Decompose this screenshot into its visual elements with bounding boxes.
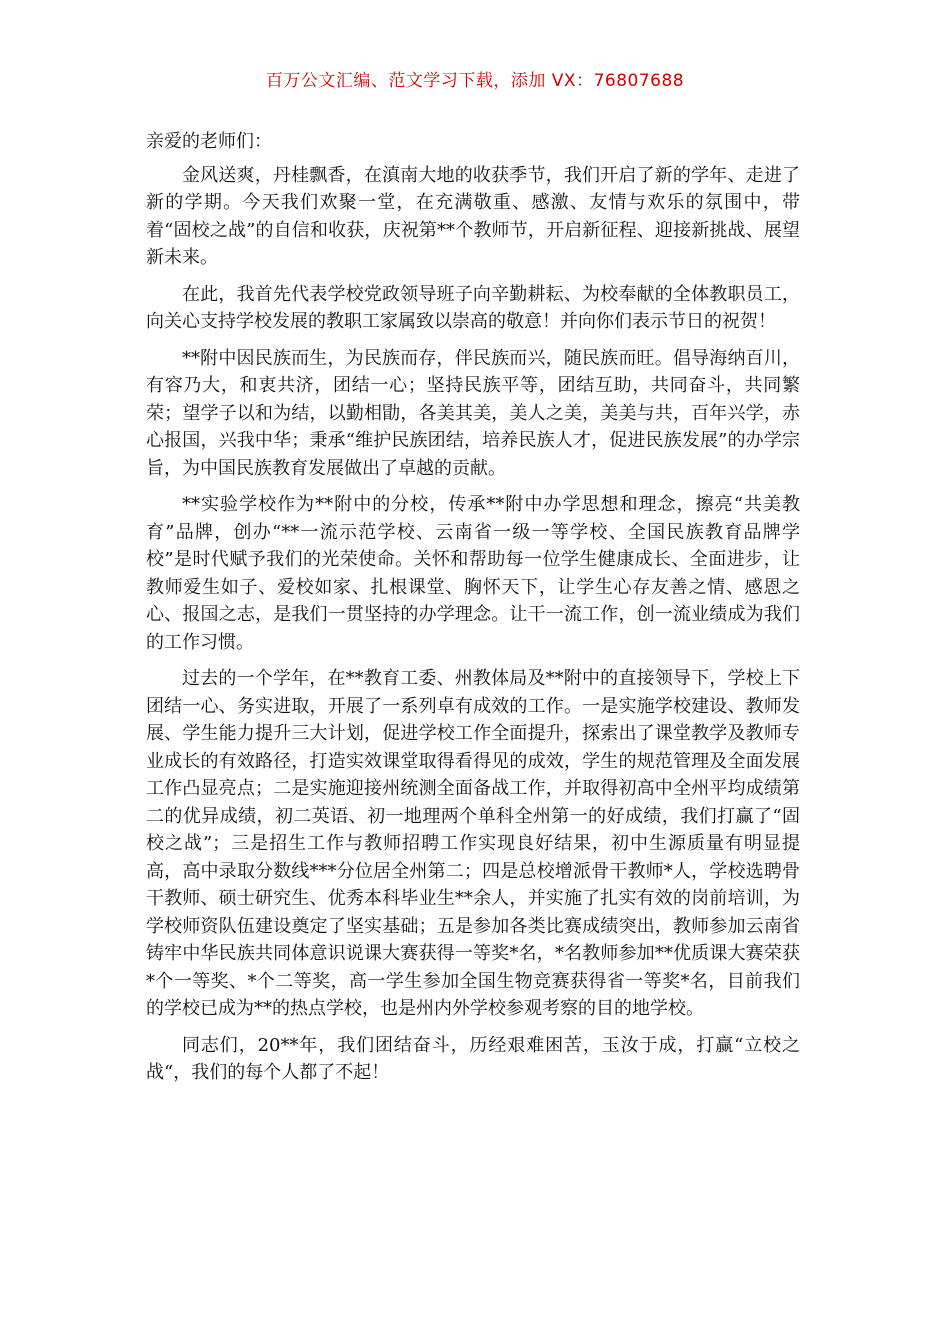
document-body [146,128,800,1096]
paragraph-mission: **实验学校作为**附中的分校，传承**附中办学思想和理念，擦亮“共美教育”品牌，创办“**一流示范学校、云南省一级一等学校、全国民族教育品牌学校”是时代赋予我们的光荣使命。关怀和帮助每一位学生健康成长、全面进步，让教师爱生如子、爱校如家、扎根课堂、胸怀天下，让学生心存友善之情、感恩之心、报国之志，是我们一贯坚持的办学理念。让干一流工作，创一流业绩成为我们的工作习惯。 [146,494,800,653]
paragraph-opening: 金风送爽，丹桂飘香，在滇南大地的收获季节，我们开启了新的学年、走进了新的学期。今天我们欢聚一堂，在充满敬重、感激、友情与欢乐的氛围中，带着“固校之战”的自信和收获，庆祝第**个教师节，开启新征程、迎接新挑战、展望新未来。 [146,164,800,268]
paragraph-tribute: 在此，我首先代表学校党政领导班子向辛勤耕耘、为校奉献的全体教职员工，向关心支持学校发展的教职工家属致以崇高的敬意！并向你们表示节日的祝贺！ [146,283,800,332]
salutation: 亲爱的老师们： [146,131,272,152]
download-banner: 百万公文汇编、范文学习下载，添加 VX：76807688 [265,71,685,91]
paragraph-school-history: **附中因民族而生，为民族而存，伴民族而兴，随民族而旺。倡导海纳百川，有容乃大，和衷共济，团结一心；坚持民族平等，团结互助，共同奋斗，共同繁荣；望学子以和为结，以勤相勖，各美其美，美人之美，美美与共，百年兴学，赤心报国，兴我中华；秉承“维护民族团结，培养民族人才，促进民族发展”的办学宗旨，为中国民族教育发展做出了卓越的贡献。 [146,347,800,479]
paragraph-closing: 同志们，20**年，我们团结奋斗，历经艰难困苦，玉汝于成，打赢“立校之战“，我们的每个人都了不起！ [146,1034,800,1083]
paragraph-achievements: 过去的一个学年，在**教育工委、州教体局及**附中的直接领导下，学校上下团结一心、务实进取，开展了一系列卓有成效的工作。一是实施学校建设、教师发展、学生能力提升三大计划，促进学校工作全面提升，探索出了课堂教学及教师专业成长的有效路径，打造实效课堂取得看得见的成效，学生的规范管理及全面发展工作凸显亮点；二是实施迎接州统测全面备战工作，并取得初高中全州平均成绩第二的优异成绩，初二英语、初一地理两个单科全州第一的好成绩，我们打赢了“固校之战”；三是招生工作与教师招聘工作实现良好结果，初中生源质量有明显提高，高中录取分数线***分位居全州第二；四是总校增派骨干教师*人，学校选聘骨干教师、硕士研究生、优秀本科毕业生**余人，并实施了扎实有效的岗前培训，为学校师资队伍建设奠定了坚实基础；五是参加各类比赛成绩突出，教师参加云南省铸牢中华民族共同体意识说课大赛获得一等奖*名，*名教师参加**优质课大赛荣获*个一等奖、*个二等奖，高一学生参加全国生物竞赛获得省一等奖*名，目前我们的学校已成为**的热点学校，也是州内外学校参观考察的目的地学校。 [146,668,800,1019]
